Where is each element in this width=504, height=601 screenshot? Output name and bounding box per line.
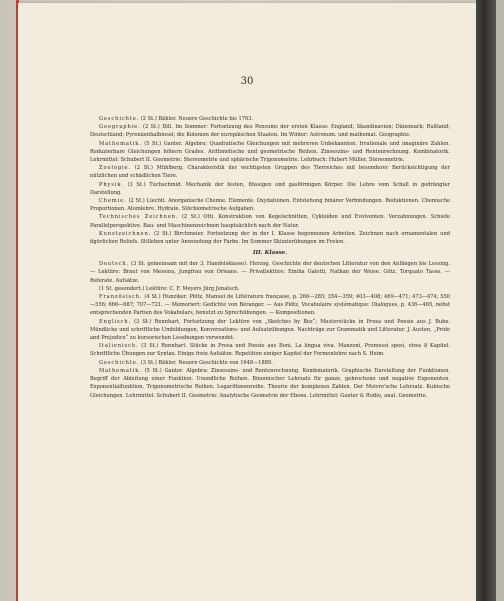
subject-name: Kunstzeichnen. [99,230,152,237]
subject-paragraph [90,230,450,246]
subject-name: Geschichte. [99,359,140,366]
subject-name: Chemie. [99,198,127,205]
subject-paragraph [90,123,450,139]
subject-name: Mathematik. [99,367,142,374]
page-number: 30 [240,76,254,87]
subject-description: (4 St.) Hunziker. Plötz, Manuel de Littérature française, p. 266—285; 354—359; 403—408; 469—471; 473—474; 550—556; 666—687; 707—721. — Memoriert: Gedichte von Béranger. — Aus Plötz, Vocabulaire systématique: Dialogues, p. 436—465, nebst entsprechenden Partien des Vokabulars, benutzt zu Sprechübungen. — Kompositionen. [90,294,450,317]
subject-paragraph [90,164,450,180]
subject-paragraph [90,115,450,123]
subject-name: Zoologie. [99,165,131,172]
subject-paragraph [90,293,450,318]
subject-name: Deutsch. [99,261,129,268]
viewer-right-margin [496,0,504,601]
subject-name: Geographie. [99,124,141,131]
subject-description: (2 St.) Otti. Konstruktion von Kegelschnitten, Cykloiden und Evolventen. Verzahnungen. Schiefe Parallelperspektive. Bau- und Maschinenzeichnen hauptsächlich nach der Natur. [90,214,450,229]
subject-description: (5 St.) Ganter. Algebra: Zinseszins- und Rentenrechnung. Kombinatorik. Graphische Darstellung der Funktionen. Begriff der Ableitung einer Funktion. Unendliche Reihen. Binomischer Lehrsatz für ganze, gebrochene und negative Exponenten. Exponentialfunktion. Trigonometrische Reihen. Logarithmenreihe. Theorie der komplexen Zahlen. Der Moivre'sche Lehrsatz. Kubische Gleichungen. Lehrmittel: Schubert II. Geometrie: Analytische Geometrie der Ebene. Lehrmittel: Ganter & Rudio, anal. Geometrie. [90,367,450,399]
subject-description: (3 St.) Rennhart. Fortsetzung der Lektüre von „Sketches by Boz“; Musterstücke in Prosa und Poesie aus J. Bube. Mündliche und schriftliche Umbildungen, Konversations- und Aufsatzübungen. Nachträge zur Grammatik und Litteratur. J. Austen, „Pride and Prejudice“ zu kursorischen Lesebungen verwendet. [90,318,451,342]
subject-description: (2 St.) Liechti. Anorganische Chemie. Elemente. Oxydationen. Entstehung binärer Verbindungen. Reduktionen. Chemische Proportionen. Atomlehre. Hydrate. Stöchiometrische Aufgaben. [90,198,450,213]
subject-paragraph [90,342,450,358]
subject-paragraph [90,140,450,165]
subject-description: (5 St.) Ganter. Algebra: Quadratische Gleichungen mit mehreren Unbekannten. Irrationale und imaginäre Zahlen. Reduzierbare Gleichungen höhern Grades. Arithmetische und geometrische Reihen. Zinseszins- und Rentenrechnung. Kombinatorik. Lehrmittel: Schubert II. Geometrie: Stereometrie und sphärische Trigonometrie. Lehrbuch: Hubert Müller, Stereometrie. [90,140,450,164]
subject-paragraph [90,367,450,400]
subject-paragraph [90,260,450,285]
subject-description: (2 St.) Dill. Im Sommer: Fortsetzung des Pensums der ersten Klasse: England; Skandinavien; Dänemark; Rußland; Deutschland; Pyrenäenhalbinsel; die Kolonien der europäischen Staaten. Im Winter: Astronom. und mathemat. Geographie. [90,124,450,139]
paragraph-group-iii [90,260,450,399]
subject-name: Technisches Zeichnen. [99,214,179,221]
book-spine-shadow [476,0,496,601]
subject-description: (2 St.) Mühlberg. Charakteristik der wichtigsten Gruppen des Tierreiches mit besonderer Berücksichtigung der nützlichen und schädlichen Tiere. [90,165,450,180]
subject-description: (1 St. gesondert.) Lektüre: C. F. Meyers Jürg Jenatsch. [99,285,240,292]
subject-name: Französisch. [99,294,143,301]
subject-description: (3 St. gemeinsam mit der 3. Handelsklasse). Herzog. Geschichte der deutschen Litteratur von den Anfängen bis Lessing. — Lektüre: Braut von Messina, Jungfrau von Orleans. — Privatlektüre: Emilia Galotti, Nathan der Weise. Götz. Torquato Tasso. — Referate. Aufsätze. [90,261,451,284]
subject-description: (3 St.) Rennhart. Stücke in Prosa und Poesie aus Boni, La lingua viva. Manzoni, Promessi sposi, etwa 8 Kapitel. Schriftliche Übungen zur Syntax. Einige freie Aufsätze. Repetition einiger Kapitel der Formenlehre nach S. Heim. [90,343,451,358]
subject-description: (2 St.) Bähler. Neuere Geschichte bis 1763. [140,116,254,122]
subject-paragraph [90,197,450,213]
subject-name: Physik. [99,181,124,188]
subject-name: Italienisch. [99,343,139,350]
subject-paragraph [90,181,450,197]
subject-paragraph [90,285,450,293]
subject-description: (2 St.) Birchmeier. Fortsetzung der in der I. Klasse begonnenen Arbeiten. Zeichnen nach ornamentalen und figürlichen Reliefs. Stilleben unter Anwendung der Farbe. Im Sommer Skizzierübungen im Freien. [90,230,450,246]
subject-paragraph [90,359,450,367]
scanned-page [18,3,476,601]
subject-paragraph [90,318,450,343]
page-body-text [90,115,450,400]
subject-description: (3 St.) Tuchschmid. Mechanik der festen, flüssigen und gasförmigen Körper. Die Lehre vom Schall in gedrängter Darstellung. [90,181,450,196]
section-heading: III. Klasse. [252,250,288,257]
subject-name: Englisch. [99,318,131,325]
subject-description: (3 St.) Bähler. Neuere Geschichte von 1648—1889. [140,359,273,366]
paragraph-group-ii [90,115,450,246]
subject-name: Mathematik. [99,140,142,147]
subject-name: Geschichte. [99,116,140,122]
subject-paragraph [90,213,450,229]
